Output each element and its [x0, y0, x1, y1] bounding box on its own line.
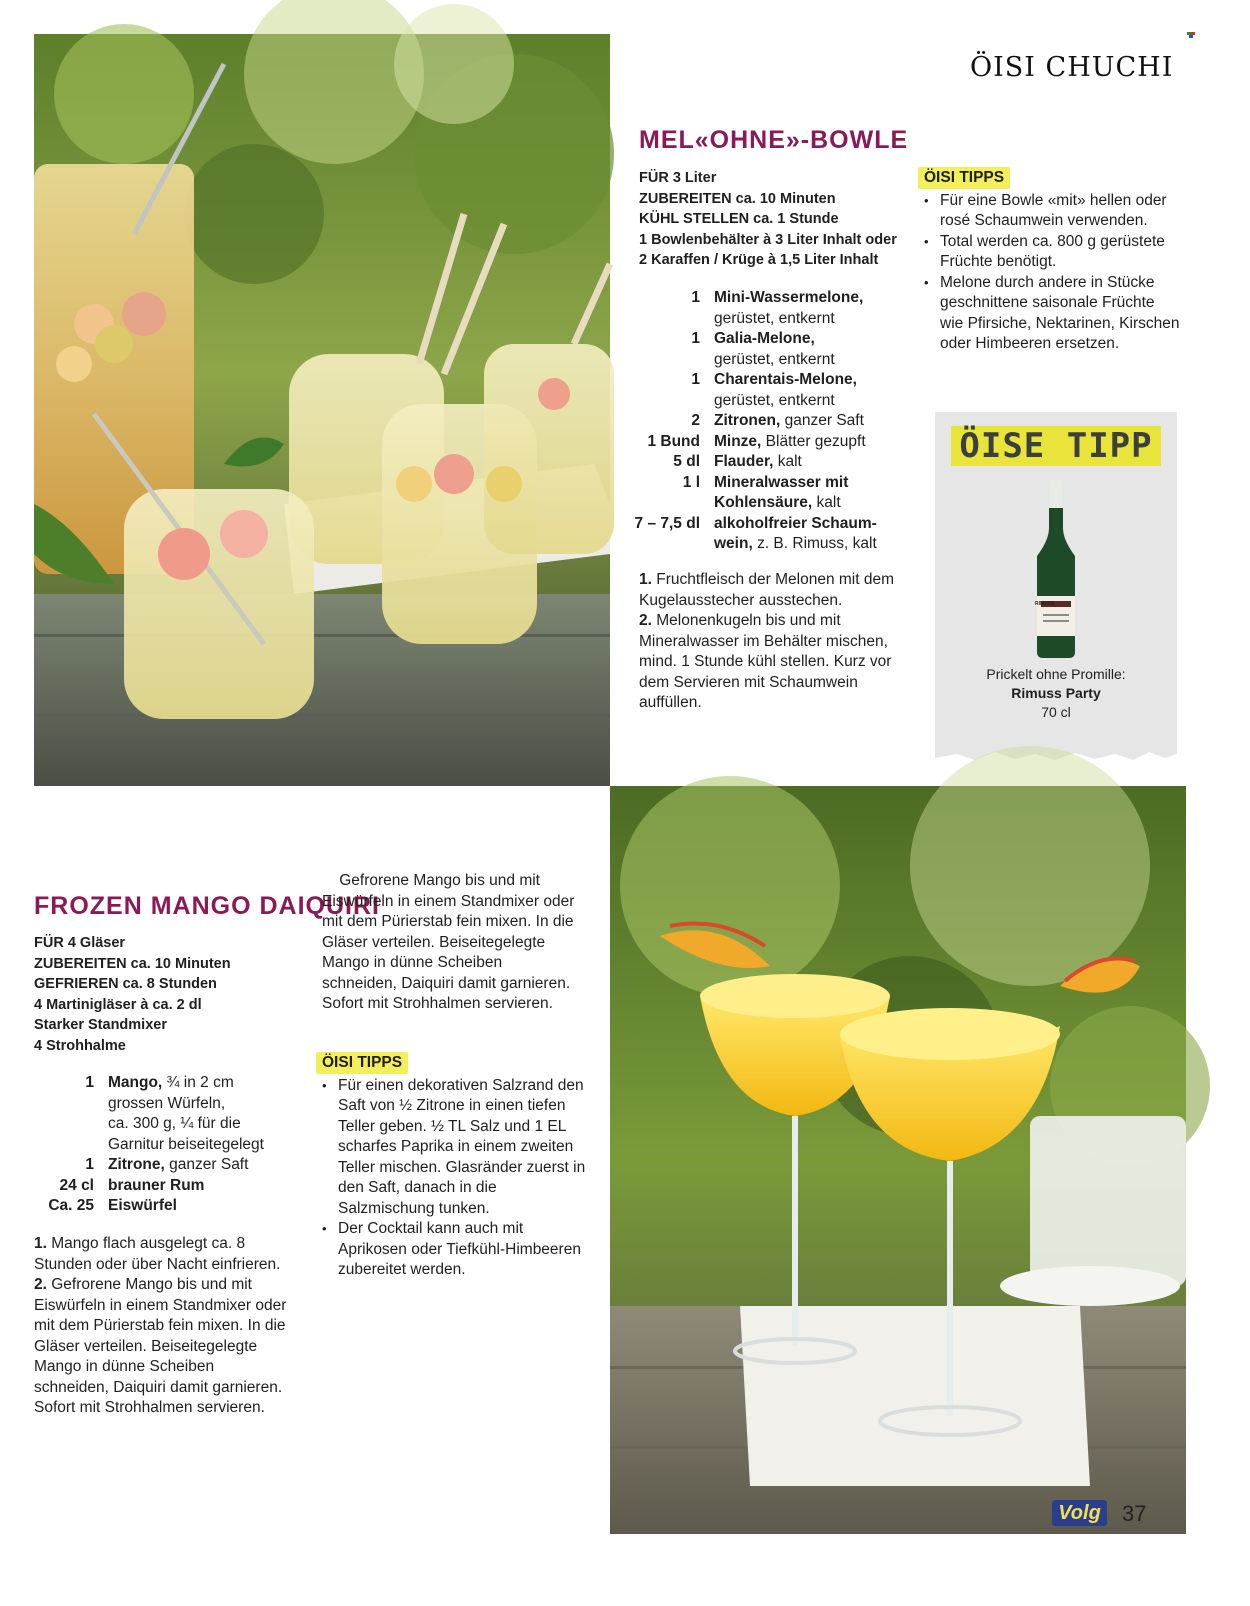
tips-label: ÖISI TIPPS: [918, 167, 1010, 189]
ingredient-row: 1 Mango, ¾ in 2 cm: [85, 1074, 234, 1091]
meta-line: 4 Martinigläser à ca. 2 dl: [34, 996, 202, 1013]
ingredient-row: 1 Charentais-Melone,: [691, 371, 857, 388]
ingredient-row: wein, z. B. Rimuss, kalt: [714, 535, 877, 552]
meta-line: Starker Standmixer: [34, 1017, 167, 1033]
volg-logo: Volg: [1052, 1500, 1107, 1526]
recipe-steps: [639, 570, 901, 714]
meta-line: KÜHL STELLEN ca. 1 Stunde: [639, 211, 839, 227]
sparkling-bottle-icon: [1031, 480, 1081, 658]
meta-line: 1 Bowlenbehälter à 3 Liter Inhalt oder: [639, 231, 897, 248]
ingredient-row: 1 Mini-Wassermelone,: [691, 289, 864, 306]
tip-card-caption: Prickelt ohne Promille: Rimuss Party 70 cl: [986, 666, 1126, 720]
ingredient-row: 1 Zitrone, ganzer Saft: [85, 1156, 249, 1173]
recipe-steps-part2: [322, 872, 584, 1035]
step: 1. Fruchtfleisch der Melonen mit dem Kugelausstecher ausstechen.: [639, 571, 895, 609]
recipe-steps-part1: [34, 1234, 290, 1416]
corner-mark-icon: [1187, 32, 1197, 38]
ingredient-row: 5 dl Flauder, kalt: [673, 453, 802, 470]
recipe-meta: [639, 168, 897, 271]
bowle-photo: [34, 34, 610, 786]
bottle-label: RIMUSS: [1035, 601, 1055, 607]
step: 1. Mango flach ausgelegt ca. 8 Stunden oder über Nacht einfrieren.: [34, 1235, 281, 1273]
tips-label: ÖISI TIPPS: [316, 1052, 408, 1074]
ingredient-row: 1 Galia-Melone,: [691, 330, 815, 347]
ingredient-row: gerüstet, entkernt: [714, 391, 835, 409]
tip-item: • Für eine Bowle «mit» hellen oder rosé Schaumwein verwenden.: [918, 191, 1182, 232]
ingredient-row: 7 – 7,5 dl alkoholfreier Schaum-: [634, 514, 877, 532]
ingredient-row: 1 Bund Minze, Blätter gezupft: [647, 432, 866, 450]
meta-line: GEFRIEREN ca. 8 Stunden: [34, 976, 217, 992]
meta-line: ZUBEREITEN ca. 10 Minuten: [34, 955, 231, 972]
ingredient-row: 24 cl brauner Rum: [59, 1176, 205, 1194]
recipe-title: MEL«OHNE»-BOWLE: [639, 126, 909, 154]
tips-box: [918, 167, 1182, 355]
ingredient-row: Ca. 25 Eiswürfel: [48, 1197, 177, 1214]
ingredient-list: [630, 288, 877, 555]
ingredient-row: Garnitur beiseitegelegt: [108, 1135, 264, 1153]
ingredient-row: grossen Würfeln,: [108, 1094, 226, 1112]
daiquiri-photo: [610, 786, 1186, 1534]
meta-line: 2 Karaffen / Krüge à 1,5 Liter Inhalt: [639, 252, 879, 268]
tip-item: • Für einen dekorativen Salzrand den Saft von ½ Zitrone in einen tiefen Teller geben. ½ TL Salz und 1 EL scharfes Paprika in einem zweiten Teller mischen. Glasränder zuerst in den Saft, danach in die Salzmischung tunken.: [316, 1076, 586, 1220]
ingredient-row: Kohlensäure, kalt: [714, 494, 841, 511]
magazine-section-title: ÖISI CHUCHI: [970, 52, 1174, 83]
tip-item: • Der Cocktail kann auch mit Aprikosen oder Tiefkühl-Himbeeren zubereitet werden.: [316, 1219, 586, 1281]
tips-box: [316, 1052, 586, 1281]
ingredient-row: gerüstet, entkernt: [714, 350, 835, 368]
recipe-title: FROZEN MANGO DAIQUIRI: [34, 892, 380, 920]
meta-line: ZUBEREITEN ca. 10 Minuten: [639, 190, 836, 207]
ingredient-list: [34, 1073, 264, 1217]
meta-line: 4 Strohhalme: [34, 1037, 126, 1054]
recipe-meta: [34, 933, 231, 1056]
tip-item: • Melone durch andere in Stücke geschnittene saisonale Früchte wie Pfirsiche, Nektarinen, Kirschen oder Himbeeren ersetzen.: [918, 273, 1182, 355]
meta-line: FÜR 3 Liter: [639, 170, 717, 186]
step-continued: Gefrorene Mango bis und mit Eiswürfeln in einem Standmixer oder mit dem Pürierstab fein mixen. In die Gläser verteilen. Beiseitegelegte Mango in dünne Scheiben schneiden, Daiquiri damit garnieren. Sofort mit Strohhalmen servieren.: [322, 872, 575, 1012]
tip-item: • Total werden ca. 800 g gerüstete Früchte benötigt.: [918, 232, 1182, 273]
ingredient-row: gerüstet, entkernt: [714, 309, 835, 327]
page-number: 37: [1122, 1501, 1147, 1526]
meta-line: FÜR 4 Gläser: [34, 935, 126, 951]
tip-card-title: ÖISE TIPP: [935, 426, 1177, 466]
ingredient-row: 2 Zitronen, ganzer Saft: [691, 412, 864, 429]
ingredient-row: 1 l Mineralwasser mit: [682, 473, 849, 491]
step: 2. Gefrorene Mango bis und mit Eiswürfeln in einem Standmixer oder mit dem Pürierstab fein mixen. In die Gläser verteilen. Beiseitegelegte Mango in dünne Scheiben schneiden, Daiquiri damit garnieren. Sofort mit Strohhalmen servieren.: [34, 1276, 287, 1416]
step: 2. Melonenkugeln bis und mit Mineralwasser im Behälter mischen, mind. 1 Stunde kühl stellen. Kurz vor dem Servieren mit Schaumwein auffüllen.: [639, 612, 892, 711]
ingredient-row: ca. 300 g, ¼ für die: [108, 1115, 241, 1132]
product-tip-card: [935, 412, 1177, 752]
